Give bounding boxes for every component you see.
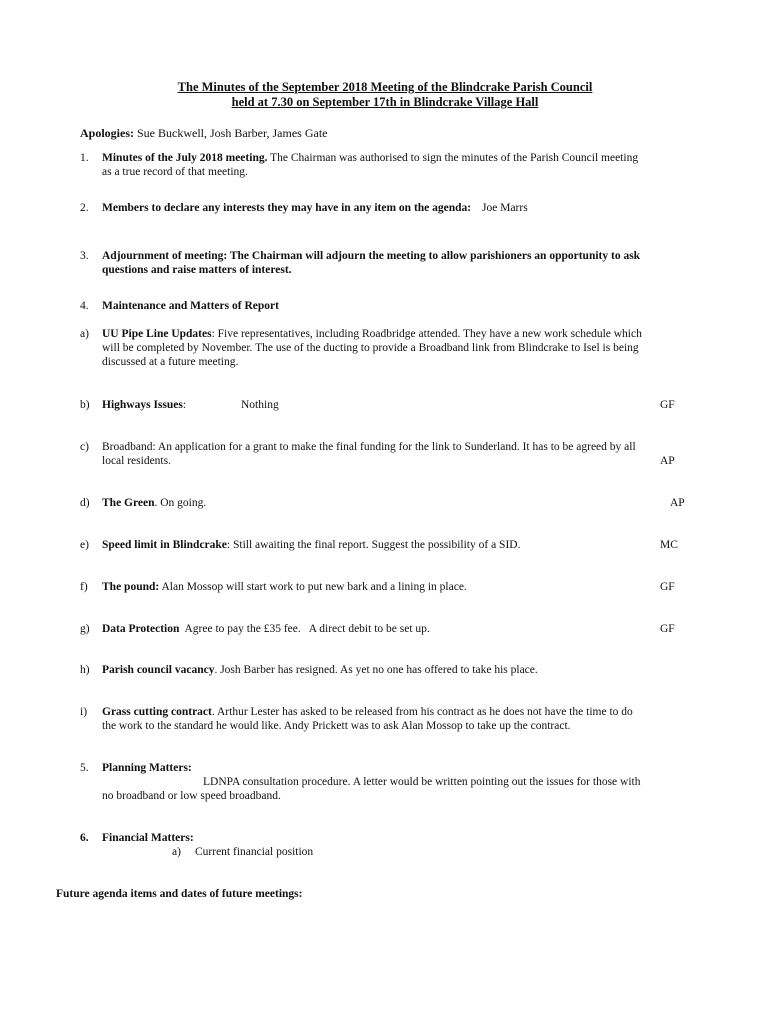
item-text: Joe Marrs bbox=[482, 202, 528, 214]
action-code: GF bbox=[660, 399, 675, 411]
item-text-2: will be completed by November. The use of the ducting to provide a Broadband link from Blindcrake to Isel is being bbox=[102, 342, 639, 354]
title-line-2: held at 7.30 on September 17th in Blindcrake Village Hall bbox=[231, 95, 539, 109]
item-number: c) bbox=[80, 441, 89, 453]
item-text: . Josh Barber has resigned. As yet no one has offered to take his place. bbox=[214, 664, 538, 676]
item-heading: Data Protection bbox=[102, 623, 180, 635]
sub-item-number: a) bbox=[172, 846, 181, 858]
item-line-1: Adjournment of meeting: The Chairman will adjourn the meeting to allow parishioners an opportunity to ask bbox=[102, 250, 641, 262]
action-code: GF bbox=[660, 581, 675, 593]
item-heading: Members to declare any interests they may have in any item on the agenda: bbox=[102, 202, 472, 214]
item-body bbox=[102, 580, 722, 594]
item-body bbox=[102, 151, 722, 179]
item-body bbox=[102, 663, 722, 677]
item-number: 6. bbox=[80, 832, 89, 844]
action-code: AP bbox=[660, 455, 675, 467]
item-number: i) bbox=[80, 706, 88, 718]
item-number: h) bbox=[80, 664, 90, 676]
item-text-2: no broadband or low speed broadband. bbox=[102, 790, 281, 802]
item-text-3: discussed at a future meeting. bbox=[102, 356, 239, 368]
apologies-label: Apologies: bbox=[80, 126, 134, 140]
apologies-text: Sue Buckwell, Josh Barber, James Gate bbox=[137, 126, 328, 140]
item-heading: Financial Matters: bbox=[102, 832, 194, 844]
item-number: b) bbox=[80, 399, 90, 411]
item-heading: Grass cutting contract bbox=[102, 706, 212, 718]
item-body bbox=[102, 398, 722, 412]
item-text: The Chairman was authorised to sign the minutes of the Parish Council meeting bbox=[267, 152, 639, 164]
item-number: 2. bbox=[80, 202, 89, 214]
item-number: e) bbox=[80, 539, 89, 551]
item-text: Alan Mossop will start work to put new bark and a lining in place. bbox=[159, 581, 467, 593]
item-body bbox=[102, 761, 722, 775]
item-heading: Maintenance and Matters of Report bbox=[102, 300, 279, 312]
title-line-1: The Minutes of the September 2018 Meeting of the Blindcrake Parish Council bbox=[177, 80, 593, 94]
item-body bbox=[102, 201, 722, 215]
item-text: LDNPA consultation procedure. A letter would be written pointing out the issues for those with bbox=[203, 776, 641, 788]
item-number: 5. bbox=[80, 762, 89, 774]
item-text-2: as a true record of that meeting. bbox=[102, 166, 248, 178]
item-heading: The pound: bbox=[102, 581, 160, 593]
item-heading: Planning Matters: bbox=[102, 762, 192, 774]
item-heading: Minutes of the July 2018 meeting. bbox=[102, 152, 268, 164]
item-number: f) bbox=[80, 581, 88, 593]
item-text: : Still awaiting the final report. Suggest the possibility of a SID. bbox=[226, 539, 521, 551]
item-body bbox=[102, 440, 742, 468]
item-heading: Parish council vacancy bbox=[102, 664, 215, 676]
future-agenda-heading: Future agenda items and dates of future meetings: bbox=[56, 888, 303, 900]
item-number: d) bbox=[80, 497, 90, 509]
item-text: . On going. bbox=[154, 497, 207, 509]
item-body bbox=[102, 831, 722, 845]
item-line-2: questions and raise matters of interest. bbox=[102, 264, 292, 276]
item-heading: Speed limit in Blindcrake bbox=[102, 539, 227, 551]
item-heading: The Green bbox=[102, 497, 155, 509]
action-code: MC bbox=[660, 539, 678, 551]
item-body bbox=[102, 249, 722, 277]
item-number: g) bbox=[80, 623, 90, 635]
item-number: 4. bbox=[80, 300, 89, 312]
item-body bbox=[102, 622, 722, 636]
item-text: . Arthur Lester has asked to be released from his contract as he does not have the time to do bbox=[211, 706, 633, 718]
sub-item-text: Current financial position bbox=[195, 846, 314, 858]
item-text: Broadband: An application for a grant to make the final funding for the link to Sunderland. It has to be agreed by all bbox=[102, 441, 636, 453]
action-code: AP bbox=[670, 497, 685, 509]
item-heading: UU Pipe Line Updates bbox=[102, 328, 212, 340]
item-text-2: the work to the standard he would like. Andy Prickett was to ask Alan Mossop to take up the contract. bbox=[102, 720, 571, 732]
item-body bbox=[102, 327, 722, 369]
item-colon: : bbox=[182, 399, 187, 411]
item-text-2: local residents. bbox=[102, 455, 171, 467]
item-heading: Highways Issues bbox=[102, 399, 183, 411]
action-code: GF bbox=[660, 623, 675, 635]
item-number: 3. bbox=[80, 250, 89, 262]
item-body bbox=[102, 705, 742, 733]
item-text: Nothing bbox=[241, 399, 279, 411]
item-number: a) bbox=[80, 328, 89, 340]
item-body bbox=[102, 299, 722, 313]
item-text: Agree to pay the £35 fee. A direct debit to be set up. bbox=[179, 623, 430, 635]
item-body bbox=[102, 538, 722, 552]
item-text: : Five representatives, including Roadbridge attended. They have a new work schedule which bbox=[211, 328, 642, 340]
item-body bbox=[102, 496, 722, 510]
item-number: 1. bbox=[80, 152, 89, 164]
apologies bbox=[80, 126, 327, 140]
